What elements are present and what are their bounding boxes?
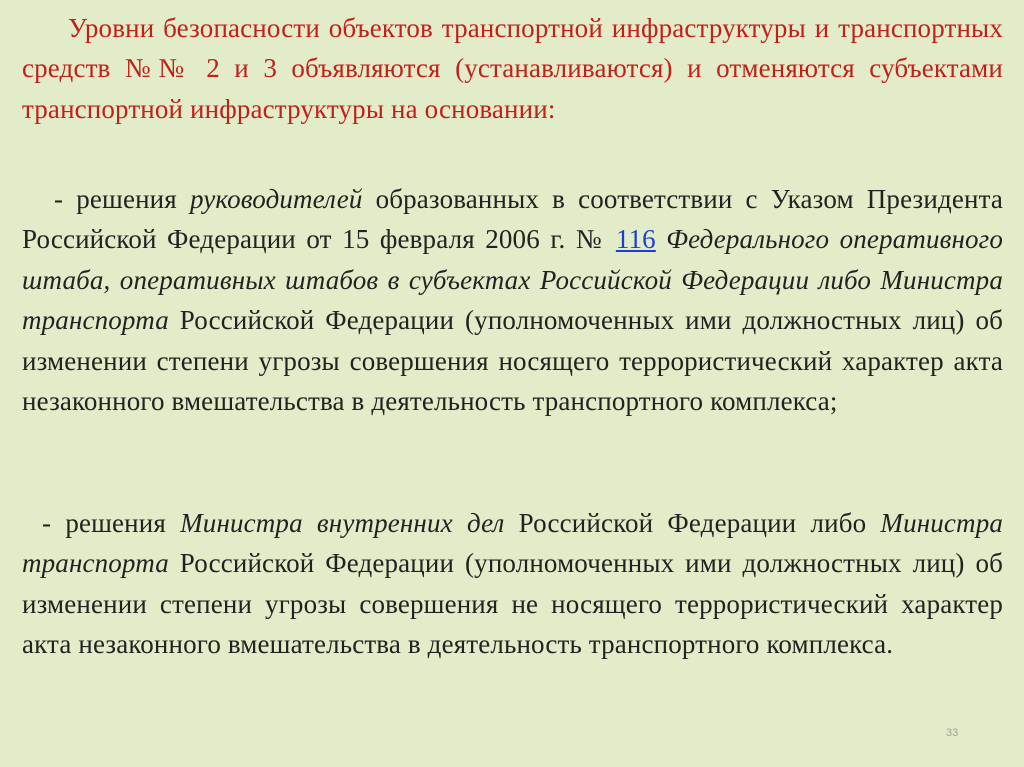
p2-text-1: - решения <box>42 508 181 538</box>
p1-text-2: образованных в соответствии с Указом Президента Российской Федерации от 15 февраля 2006 г. № <box>22 184 1003 255</box>
page-number: 33 <box>946 727 959 739</box>
p2-text-2: Российской Федерации либо <box>504 508 881 538</box>
intro-paragraph <box>22 8 1003 129</box>
p2-italic-2: Министра транспорта <box>22 508 1003 579</box>
decision-paragraph-2 <box>22 503 1003 665</box>
decree-116-link[interactable]: 116 <box>615 224 656 255</box>
p1-text-3: Российской Федерации (уполномоченных ими должностных лиц) об изменении степени угрозы совершения носящего террористический характер акта незаконного вмешательства в деятельность транспортного комплекса; <box>22 305 1003 417</box>
p1-italic-1: руководителей <box>189 184 363 214</box>
intro-text: Уровни безопасности объектов транспортной инфраструктуры и транспортных средств №№ 2 и 3 объявляются (устанавливаются) и отменяются субъектами транспортной инфраструктуры на основании: <box>22 13 1003 124</box>
decision-paragraph-1 <box>22 179 1003 421</box>
p2-text-3: Российской Федерации (уполномоченных ими должностных лиц) об изменении степени угрозы совершения не носящего террористический характер акта незаконного вмешательства в деятельность транспортного комплекса. <box>22 548 1003 660</box>
p1-italic-2: Федерального оперативного штаба, оперативных штабов в субъектах Российской Федерации либо Министра транспорта <box>22 224 1004 336</box>
p2-italic-1: Министра внутренних дел <box>180 508 505 538</box>
p1-text-1: - решения <box>54 184 190 214</box>
